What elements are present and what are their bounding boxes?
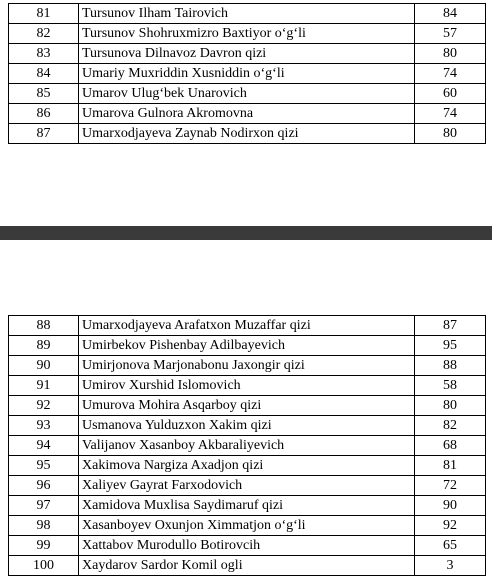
score-cell: 84 bbox=[415, 4, 486, 24]
student-name-cell: Umirjonova Marjonabonu Jaxongir qizi bbox=[79, 356, 415, 376]
score-cell: 87 bbox=[415, 316, 486, 336]
row-number-cell: 86 bbox=[9, 104, 79, 124]
student-name-cell: Umurova Mohira Asqarboy qizi bbox=[79, 396, 415, 416]
table-row bbox=[9, 124, 486, 144]
table-row bbox=[9, 44, 486, 64]
student-name-cell: Umirov Xurshid Islomovich bbox=[79, 376, 415, 396]
row-number-cell: 88 bbox=[9, 316, 79, 336]
row-number-cell: 83 bbox=[9, 44, 79, 64]
results-table-page-2 bbox=[8, 315, 486, 576]
table-row bbox=[9, 416, 486, 436]
row-number-cell: 87 bbox=[9, 124, 79, 144]
row-number-cell: 97 bbox=[9, 496, 79, 516]
row-number-cell: 93 bbox=[9, 416, 79, 436]
score-cell: 92 bbox=[415, 516, 486, 536]
page-separator bbox=[0, 226, 492, 240]
row-number-cell: 90 bbox=[9, 356, 79, 376]
student-name-cell: Xakimova Nargiza Axadjon qizi bbox=[79, 456, 415, 476]
table-row bbox=[9, 396, 486, 416]
table-row bbox=[9, 104, 486, 124]
table-row bbox=[9, 556, 486, 576]
student-name-cell: Xasanboyev Oxunjon Ximmatjon o‘g‘li bbox=[79, 516, 415, 536]
student-name-cell: Umarov Ulug‘bek Unarovich bbox=[79, 84, 415, 104]
table-row bbox=[9, 84, 486, 104]
row-number-cell: 96 bbox=[9, 476, 79, 496]
row-number-cell: 99 bbox=[9, 536, 79, 556]
student-name-cell: Tursunova Dilnavoz Davron qizi bbox=[79, 44, 415, 64]
results-table-page-1 bbox=[8, 3, 486, 144]
row-number-cell: 94 bbox=[9, 436, 79, 456]
score-cell: 58 bbox=[415, 376, 486, 396]
score-cell: 80 bbox=[415, 396, 486, 416]
score-cell: 68 bbox=[415, 436, 486, 456]
row-number-cell: 82 bbox=[9, 24, 79, 44]
score-cell: 90 bbox=[415, 496, 486, 516]
score-cell: 60 bbox=[415, 84, 486, 104]
row-number-cell: 85 bbox=[9, 84, 79, 104]
score-cell: 95 bbox=[415, 336, 486, 356]
score-cell: 65 bbox=[415, 536, 486, 556]
student-name-cell: Umarxodjayeva Arafatxon Muzaffar qizi bbox=[79, 316, 415, 336]
student-name-cell: Xaydarov Sardor Komil ogli bbox=[79, 556, 415, 576]
results-table-body bbox=[9, 316, 486, 576]
score-cell: 80 bbox=[415, 44, 486, 64]
student-name-cell: Umarova Gulnora Akromovna bbox=[79, 104, 415, 124]
student-name-cell: Valijanov Xasanboy Akbaraliyevich bbox=[79, 436, 415, 456]
table-row bbox=[9, 336, 486, 356]
score-cell: 74 bbox=[415, 64, 486, 84]
student-name-cell: Tursunov Ilham Tairovich bbox=[79, 4, 415, 24]
table-row bbox=[9, 496, 486, 516]
row-number-cell: 89 bbox=[9, 336, 79, 356]
table-row bbox=[9, 356, 486, 376]
score-cell: 74 bbox=[415, 104, 486, 124]
results-table-body bbox=[9, 4, 486, 144]
score-cell: 82 bbox=[415, 416, 486, 436]
row-number-cell: 91 bbox=[9, 376, 79, 396]
row-number-cell: 81 bbox=[9, 4, 79, 24]
score-cell: 88 bbox=[415, 356, 486, 376]
table-row bbox=[9, 456, 486, 476]
table-row bbox=[9, 316, 486, 336]
table-row bbox=[9, 516, 486, 536]
row-number-cell: 98 bbox=[9, 516, 79, 536]
student-name-cell: Umariy Muxriddin Xusniddin o‘g‘li bbox=[79, 64, 415, 84]
row-number-cell: 100 bbox=[9, 556, 79, 576]
student-name-cell: Xattabov Murodullo Botirovcih bbox=[79, 536, 415, 556]
row-number-cell: 84 bbox=[9, 64, 79, 84]
row-number-cell: 92 bbox=[9, 396, 79, 416]
score-cell: 72 bbox=[415, 476, 486, 496]
table-row bbox=[9, 476, 486, 496]
score-cell: 81 bbox=[415, 456, 486, 476]
student-name-cell: Umarxodjayeva Zaynab Nodirxon qizi bbox=[79, 124, 415, 144]
table-row bbox=[9, 4, 486, 24]
table-row bbox=[9, 376, 486, 396]
student-name-cell: Tursunov Shohruxmizro Baxtiyor o‘g‘li bbox=[79, 24, 415, 44]
score-cell: 3 bbox=[415, 556, 486, 576]
table-row bbox=[9, 436, 486, 456]
score-cell: 80 bbox=[415, 124, 486, 144]
student-name-cell: Xaliyev Gayrat Farxodovich bbox=[79, 476, 415, 496]
table-row bbox=[9, 64, 486, 84]
row-number-cell: 95 bbox=[9, 456, 79, 476]
student-name-cell: Usmanova Yulduzxon Xakim qizi bbox=[79, 416, 415, 436]
table-row bbox=[9, 536, 486, 556]
score-cell: 57 bbox=[415, 24, 486, 44]
student-name-cell: Xamidova Muxlisa Saydimaruf qizi bbox=[79, 496, 415, 516]
student-name-cell: Umirbekov Pishenbay Adilbayevich bbox=[79, 336, 415, 356]
table-row bbox=[9, 24, 486, 44]
